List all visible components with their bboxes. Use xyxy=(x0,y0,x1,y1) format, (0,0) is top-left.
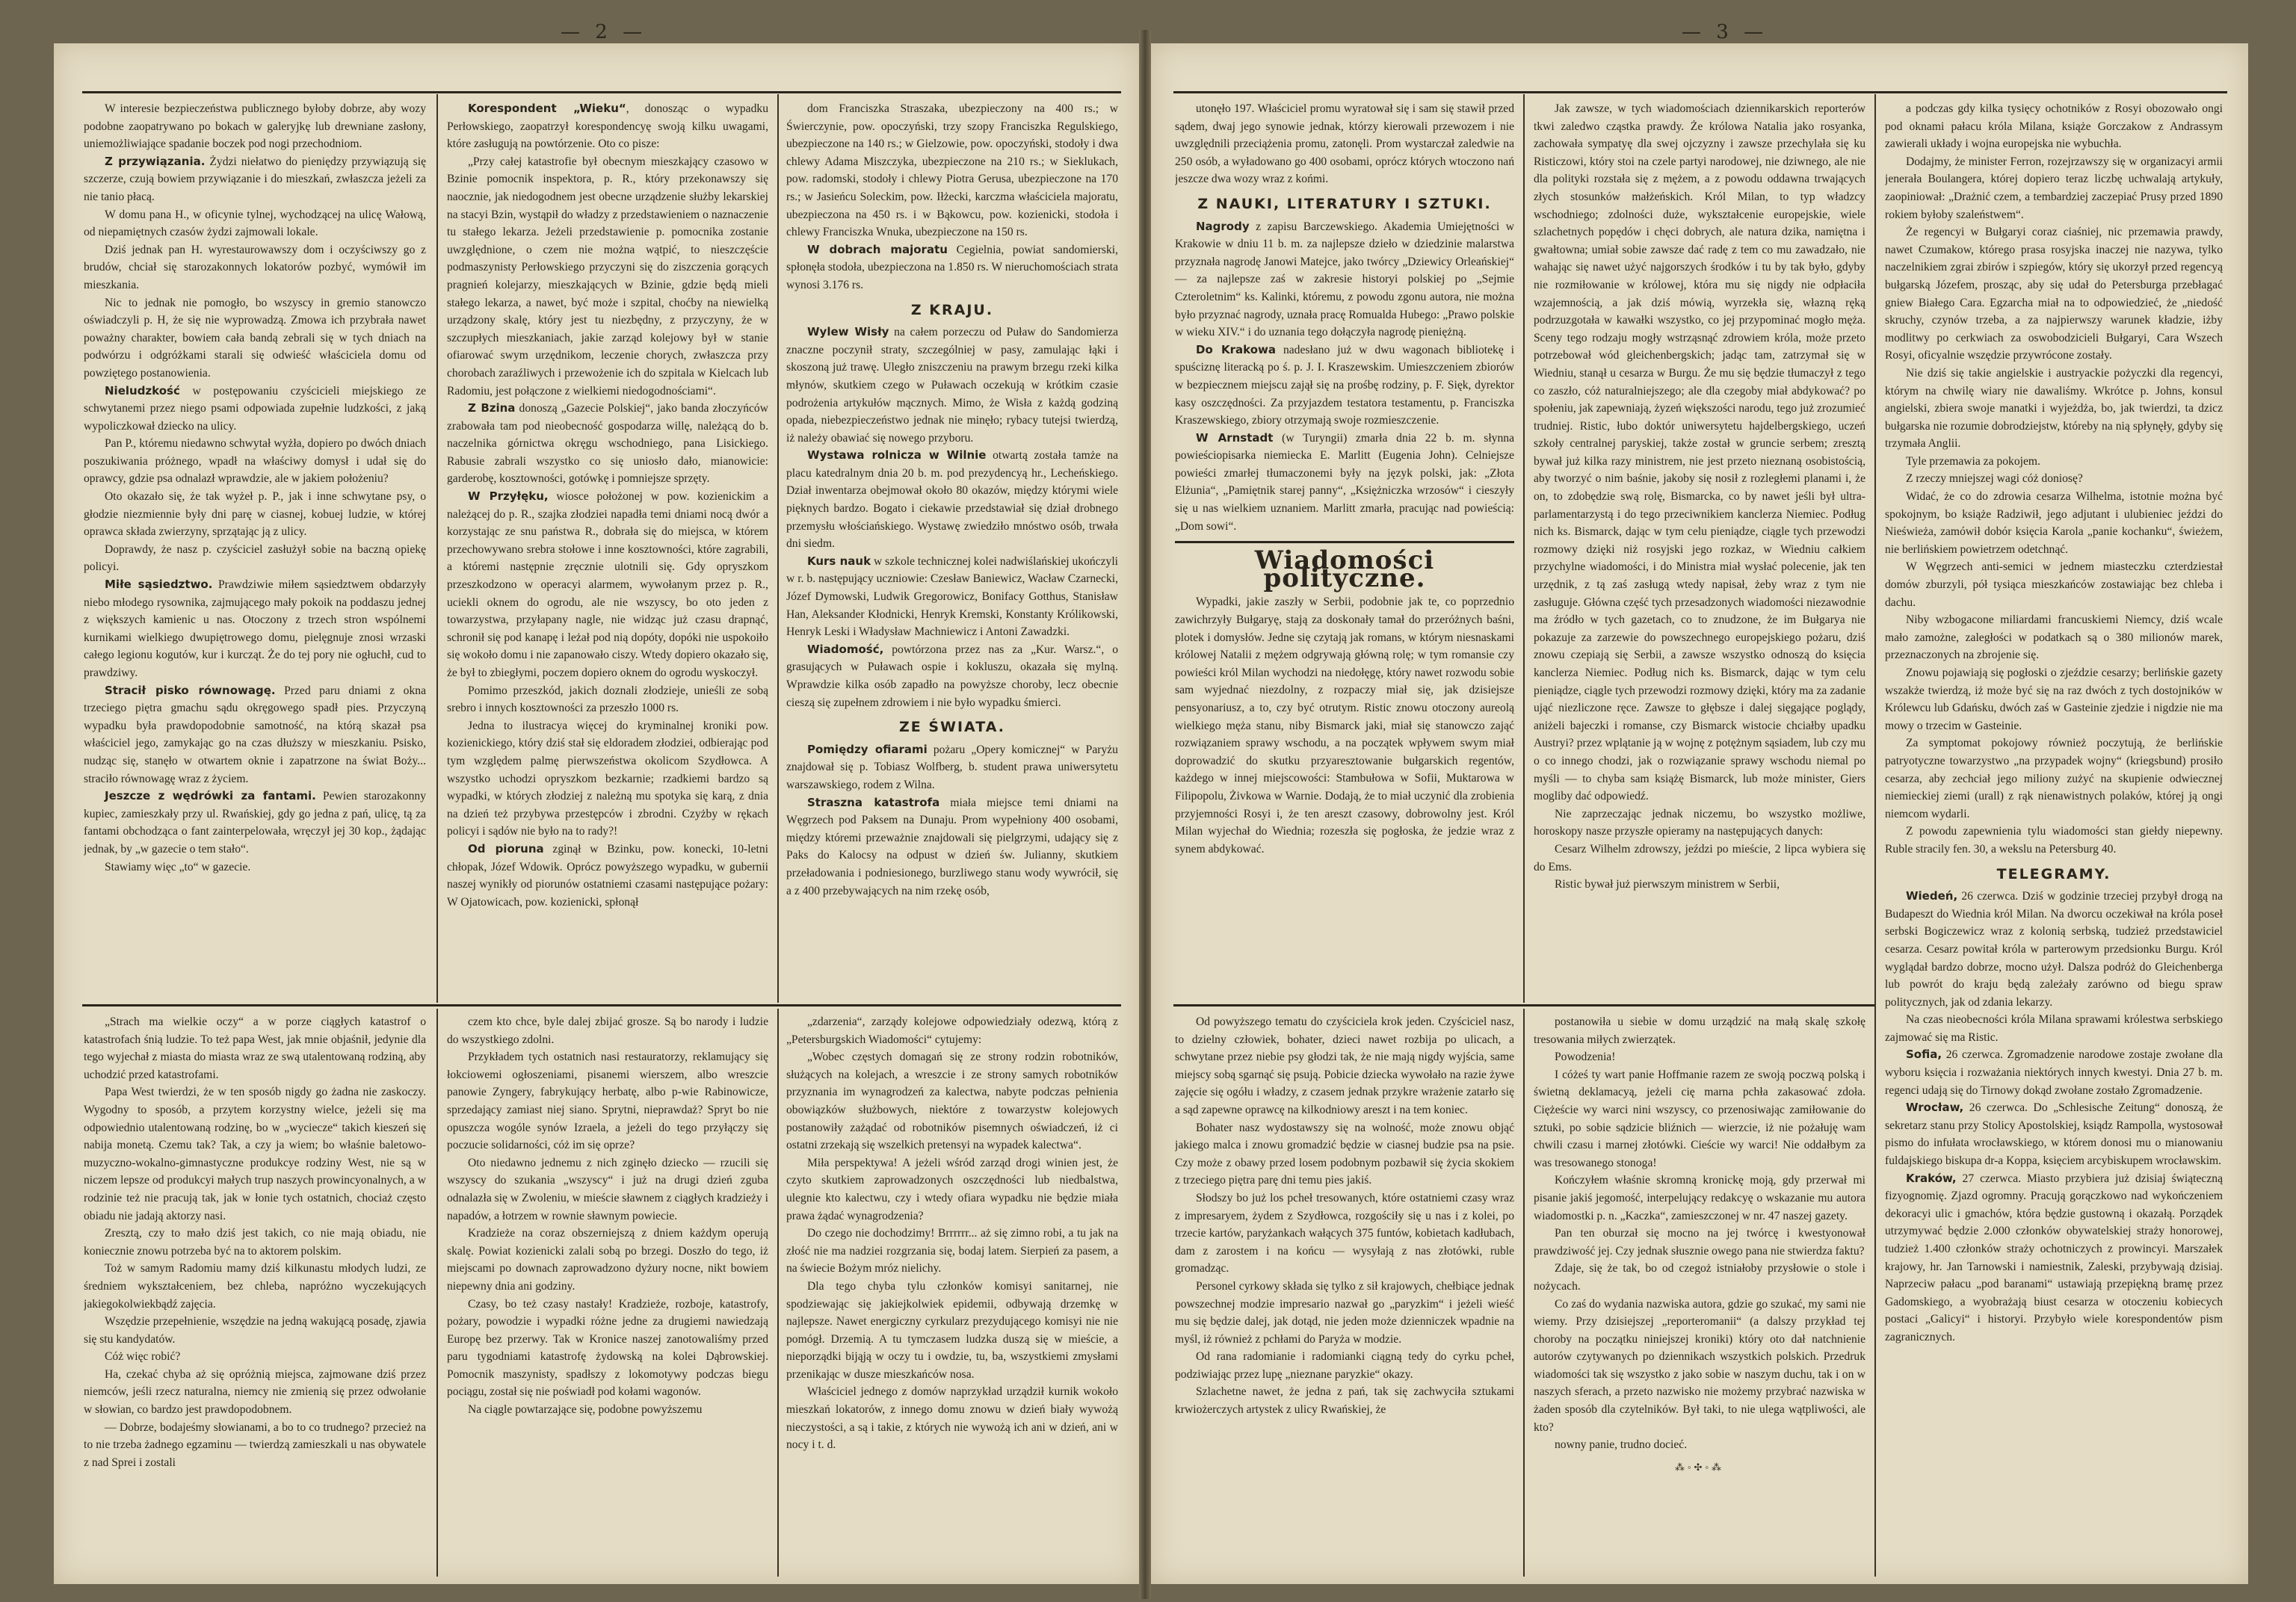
article-paragraph xyxy=(1534,1260,1866,1295)
paragraph-text: „Przy całej katastrofie był obecnym mieszkający czasowo w Bzinie pomocnik inspektora, p. R., który przekonawszy się naocznie, jak niedogodnem jest obecne urządzenie służby lekarskiej na stacyi Bzin, wystąpił do władzy z przedstawieniem o naznaczenie tu stałego lekarza. Jeżeli przedstawienie p. pomocnika zostanie uwzględnione, o czem nie można wątpić, to nieszczęście podmaszynisty Perłowskiego przyczyni się do ziszczenia gorących pragnień kolejarzy, mieszkających w Bzinie, gdzie będą mieli stałego lekarza, a nawet, być może i szpital, choćby na niewielką urządzony skalę, który jest tu niezbędny, z przyczyny, że w szczupłych mieszkaniach, jakie zarząd kolejowy był w stanie ofiarować swym urzędnikom, leczenie chorych, zwłaszcza przy chorobach zaraźliwych i przewożenie ich do szpitala w Kielcach lub Radomiu, jest połączone z wielkiemi niedogodnościami“. xyxy=(447,155,768,398)
section-heading xyxy=(1885,866,2223,884)
article-paragraph xyxy=(447,1296,768,1402)
page-gutter xyxy=(1139,30,1151,1599)
col-rule-7 xyxy=(1523,1009,1525,1577)
paragraph-text: miała miejsce temi dniami na Węgrzech pod Paksem na Dunaju. Prom wypełniony 400 osobami, między któremi przeważnie znajdowali się pielgrzymi, udający się z Paks do Kalocsy na odpust w dzień św. Julianny, skutkiem przeładowania i podniesionego, burzliwego stanu wody wywrócił, się a z 400 przebywających na nim rzekę osób, xyxy=(786,796,1118,897)
paragraph-lead: W Przyłęku, xyxy=(468,489,549,504)
paragraph-text: Nic to jednak nie pomogło, bo wszyscy in gremio stanowczo oświadczyli p. H, że się nie wyprowadzą. Zmowa ich przybrała nawet poważny charakter, bowiem cała bandą zebrali się w tych dniach na podwórzu i odgróżkami starali się odwieść właściciela domu od powziętego postanowienia. xyxy=(84,296,426,380)
paragraph-text: Pan P., któremu niedawno schwytał wyżła, dopiero po dwóch dniach poszukiwania próżnego, wpadł na właściwy domysł i udał się do oprawcy, gdzie psa odnalazł wprawdzie, ale w jakiem położeniu? xyxy=(84,437,426,486)
article-paragraph xyxy=(84,100,426,153)
paragraph-text: Stawiamy więc „to“ w gazecie. xyxy=(105,860,251,873)
paragraph-text: Z rzeczy mniejszej wagi cóż doniosę? xyxy=(1906,472,2083,486)
paragraph-text: postanowiła u siebie w domu urządzić na małą skalę szkołę tresowania miłych zwierzątek. xyxy=(1534,1015,1866,1046)
section-heading xyxy=(1175,196,1514,214)
mid-rule-right xyxy=(1173,1004,1876,1006)
paragraph-text: — Dobrze, bodajeśmy słowianami, a bo to co trudnego? przecież na to nie trzeba żadnego egzaminu — twierdzą zamieszkali u nas obywatele z nad Sprei i zostali xyxy=(84,1420,426,1469)
article-paragraph xyxy=(1534,1048,1866,1066)
article-paragraph xyxy=(84,541,426,576)
article-paragraph xyxy=(786,1225,1118,1278)
paragraph-text: Wiadomości polityczne. xyxy=(1254,545,1435,593)
article-paragraph xyxy=(1175,341,1514,430)
article-paragraph xyxy=(1885,664,2223,734)
paragraph-text: 26 czerwca. Do „Schlesische Zeitung“ donoszą, że sekretarz stanu przy Stolicy Apostolskiej, ksiądz Rampolla, wystosował pismo do infułata wrocławskiego, w którem donosi mu o mianowaniu fuldajskiego biskupa dr-a Koppa, księciem arcybiskupem wrocławskim. xyxy=(1885,1101,2223,1168)
paragraph-text: 26 czerwca. Dziś w godzinie trzeciej przybył drogą na Budapeszt do Wiednia król Milan. Na dworcu oczekiwał na króla poseł serbski Bogiczewicz wraz z kolonią serbską, tudzież przedstawiciel cesarza. Cesarz powitał króla w parterowym przedsionku Burgu. Król wyglądał bardzo dobrze, mocno użył. Dalsza podróż do Gleichenberga lub powrót do kraju będą zależały zarówno od biegu spraw politycznych, jak od zdania lekarzy. xyxy=(1885,890,2223,1009)
article-paragraph xyxy=(84,383,426,436)
article-paragraph xyxy=(1175,1190,1514,1278)
paragraph-lead: Z Bzina xyxy=(468,401,516,415)
paragraph-text: Doprawdy, że nasz p. czyściciel zasłużył sobie na baczną opiekę policyi. xyxy=(84,542,426,574)
paragraph-text: Pewien starozakonny kupiec, zamieszkały przy ul. Rwańskiej, gdy go jedna z pań, ulicę, tą za fantami obchodząca o fant zainterpelowała, wręczył jej 30 kop., żądając jednak, by „w gazecie o tem stało“. xyxy=(84,790,426,856)
paragraph-text: ZE ŚWIATA. xyxy=(898,719,1006,736)
article-paragraph xyxy=(1885,223,2223,365)
paragraph-text: Oto okazało się, że tak wyżeł p. P., jak i inne schwytane psy, o głodzie niezmiennie były dni parę w ciasnej, kobuej ludzie, w której oprawca składa zwierzyny, sprzątając ją z ulicy. xyxy=(84,490,426,539)
paragraph-text: na całem porzeczu od Puław do Sandomierza znaczne poczynił straty, szczególniej w pasy, zamulając łąki i skoszoną już trawę. Uległo zniszczeniu na prawym brzegu rzeki kilka młynów, skutkiem czego w Puławach oczekują w krótkim czasie podrożenia artykułów mącznych. Mimo, że Wisła z każdą godziną opada, niebezpieczeństwo jednak nie minęło; rybacy tutejsi twierdzą, iż należy obawiać się nowego przyboru. xyxy=(786,326,1118,445)
article-paragraph xyxy=(1885,453,2223,471)
paragraph-lead: Korespondent „Wieku“ xyxy=(468,102,626,115)
paragraph-text: Z NAUKI, LITERATURY I SZTUKI. xyxy=(1197,195,1492,212)
paragraph-text: Nie zaprzeczając jednak niczemu, bo wszystko możliwe, horoskopy nasze przyszłe opieramy na następujących danych: xyxy=(1534,807,1866,838)
paragraph-lead: Pomiędzy ofiarami xyxy=(807,742,928,756)
paragraph-lead: Wystawa rolnicza w Wilnie xyxy=(807,448,987,463)
article-paragraph xyxy=(1885,734,2223,823)
article-paragraph xyxy=(786,324,1118,447)
paragraph-lead: Do Krakowa xyxy=(1196,342,1277,356)
top-rule-right xyxy=(1173,91,2227,93)
paragraph-lead: Stracił pisko równowagę. xyxy=(105,683,276,697)
article-paragraph xyxy=(447,153,768,400)
paragraph-lead: W Arnstadt xyxy=(1196,430,1274,445)
article-paragraph xyxy=(1534,876,1866,894)
paragraph-text: TELEGRAMY. xyxy=(1996,865,2111,882)
article-paragraph xyxy=(1885,365,2223,453)
paragraph-text: dom Franciszka Straszaka, ubezpieczony na 400 rs.; w Świerczynie, pow. opoczyński, trzy szopy Franciszka Regulskiego, ubezpieczone na 140 rs.; w Gielzowie, pow. opoczyński, stodoły i dwa chlewy Adama Miszczyka, ubezpieczone na 210 rs.; w Sieklukach, pow. radomski, stodoły i chlewy Piotra Gerusa, ubezpieczone na 170 rs.; w Jasieńcu Soleckim, pow. Iłżecki, karczma właściciela majoratu, ubezpieczona na 450 rs. i w Bąkowcu, pow. kozienicki, stodoła i chlewy Franciszka Wnuka, ubezpieczone na 150 rs. xyxy=(786,102,1118,239)
paragraph-text: Prawdziwie miłem sąsiedztwem obdarzyły niebo młodego rysownika, zajmującego mały pokoik na poddaszu jednej z większych kamienic u nas. Otoczony z trzech stron wspólnemi kurnikami wielkiego dwupiętrowego domu, pielęgnuje znosi wrzaski całego legionu kogutów, kur i kurcząt. Że do tej pory nie ogłuchł, cud to prawdziwy. xyxy=(84,578,426,679)
paragraph-text: I cóżeś ty wart panie Hoffmanie razem ze swoją poczwą polską i świetną deklamacyą, jeżeli cię marna pchła zakasować zdoła. Ciężeście wy warci nini wszyscy, co przenosiwając zamiłowanie do sztuki, po sobie sądzicie bliźnich — wierzcie, iż nie pożałuję wam chwili czasu i marnej złotówki. Cieście wy warci! Nie oddałbym za was tresowanego stonoga! xyxy=(1534,1068,1866,1169)
article-paragraph xyxy=(1534,1172,1866,1225)
article-paragraph xyxy=(1885,1170,2223,1346)
paragraph-text: Niby wzbogacone miliardami francuskiemi Niemcy, dziś wcale mało zamożne, zaległości w podatkach są o 380 milionów marek, przeznaczonych na zbrojenie się. xyxy=(1885,613,2223,662)
paragraph-lead: Kurs nauk xyxy=(807,554,871,568)
paragraph-text: powtórzona przez nas za „Kur. Warsz.“, o grasujących w Puławach ospie i kokluszu, okazała się mylną. Wprawdzie kilka osób zapadło na powyższe choroby, lecz obecnie cieszą się zupełnem zdrowiem i nie było wypadku śmierci. xyxy=(786,643,1118,709)
paragraph-lead: Sofia, xyxy=(1906,1048,1942,1062)
paragraph-text: Ristic bywał już pierwszym ministrem w Serbii, xyxy=(1555,878,1780,891)
article-paragraph xyxy=(786,100,1118,241)
paragraph-lead: Straszna katastrofa xyxy=(807,795,940,809)
paragraph-text: Papa West twierdzi, że w ten sposób nigdy go żadna nie zaskoczy. Wygodny to sposób, a przytem korzystny wielce, jeżeli się ma odpowiednio utalentowaną rodzinę, bo w „wyciecze“ takich kieszeń się nabija monetą. Czemu tak? Tak, a czy ja wiem; bo właśnie baletowo-muzyczno-wokalno-gimnastyczne produkcye rodziny West, nie są w niczem lepsze od produkcyi małych trup naszych prowincyonalnych, a w rodzinie też nie pracują tak, jak w łonie tych ostatnich, chociaż często obiadu nie jadają aktorzy nasi. xyxy=(84,1086,426,1222)
paragraph-text: Szlachetne nawet, że jedna z pań, tak się zachwyciła sztukami krwiożerczych artystek z ulicy Rwańskiej, że xyxy=(1175,1385,1514,1417)
article-paragraph xyxy=(84,1419,426,1472)
article-paragraph xyxy=(786,1048,1118,1154)
article-paragraph xyxy=(1885,153,2223,223)
paragraph-text: Cóż więc robić? xyxy=(105,1350,181,1364)
paragraph-text: Powodzenia! xyxy=(1555,1051,1616,1064)
paragraph-text: Słodszy bo już los pcheł tresowanych, które ostatniemi czasy wraz z impresaryem, żydem z Szydłowca, rozgościły się u nas i z kolei, po trzecie kartów, paryżankach wałących 375 funtów, kobietach kadłubach, dam z zarostem i na końcu — wysyłają z nas złotówki, ruble gromadząc. xyxy=(1175,1191,1514,1275)
article-paragraph xyxy=(84,1348,426,1366)
paragraph-lead: Z przywiązania. xyxy=(105,154,206,168)
article-paragraph xyxy=(786,447,1118,553)
paragraph-text: Co zaś do wydania nazwiska autora, gdzie go szukać, my sami nie wiemy. Przy dzisiejszej „reporteromanii“ (a dalszy przykład tej choroby na początku niniejszej kroniki) który oto dał natchnienie autorów czytywanych po dziennikach wszystkich polskich. Przedruk wiadomości tak się wszystko z jako sobie w naszym duchu, tak i on w naszych sferach, a przeto nazwisko nie możemy przybrać nazwiska w żaden sposób dla czytelników. Był taki, to nie ulega wątpliwości, ale kto? xyxy=(1534,1297,1866,1434)
mid-rule-left xyxy=(82,1004,1121,1006)
article-paragraph xyxy=(1885,823,2223,858)
article-paragraph xyxy=(447,400,768,488)
section-heading xyxy=(786,719,1118,737)
paragraph-text: Oto niedawno jednemu z nich zginęło dziecko — rzucili się wszyscy do szukania „wszyscy“ i już na drugi dzień zguba odnalazła się w Zwoleniu, w mieście sławnem z ciągłych kradzieży i napadów, a łotrzem w rownie sławnym powiecie. xyxy=(447,1156,768,1222)
paragraph-text: z zapisu Barczewskiego. Akademia Umiejętności w Krakowie w dniu 11 b. m. za najlepsze dzieło w dziedzinie malarstwa przyznała nagrodę Janowi Matejce, jako twórcy „Dziewicy Orleańskiej“ — za najlepsze zaś w zakresie historyi polskiej po „Sejmie Czteroletnim“ ks. Kalinki, któremu, z powodu zgonu autora, nie można było przyznać nagrody, uznała pracę Romualda Hubego: „Prawo polskie w wieku XIV.“ i do uznania tego dołączyła nagrodę pieniężną. xyxy=(1175,220,1514,339)
paragraph-text: Nie dziś się takie angielskie i austryackie pożyczki dla regencyi, którym na chwilę wiary nie dawaliśmy. Wkrótce p. Johns, konsul angielski, zbiera swoje manatki i wyjeżdża, bo, jak twierdzi, ta dzicz bułgarska nie rozumie dobrodziejstw, któreby na nią spłynęły, gdyby się trzymała Anglii. xyxy=(1885,366,2223,451)
article-paragraph xyxy=(1175,100,1514,188)
paragraph-text: Jedna to ilustracya więcej do kryminalnej kroniki pow. kozienickiego, który dziś stał się eldoradem złodziei, odbierając pod tym względem palmę pierwszeństwa okolicom Szydłowca. A wszystko uchodzi opryszkom bezkarnie; rzadkiemi bardzo są wypadki, w których złodziej z należną mu spotyka się karą, z dnia na dzień też przybywa przestępców i zbrodni. Czyżby w rękach policyi i sądów nie było na to rady?! xyxy=(447,719,768,838)
page-number-right: — 3 — xyxy=(1682,21,1768,43)
paragraph-text: Że regencyi w Bułgaryi coraz ciaśniej, nic przemawia prawdy, nawet Czumakow, którego prasa rosyjska inaczej nie nazywa, tylko naczelnikiem zgrai zbirów i szpiegów, który się ukorzył przed regencyą bułgarską Józefem, prosząc, aby się udał do Petersburga przebłagać gniew Białego Cara. Egzarcha miał na to odpowiedzieć, że „niedość skruchy, czynów trzeba, a za najpierwszy warunek kładzie, iżby modlitwy po cerkwiach za oswobodzicieli Bułgaryi, Cara Wszech Rosyi, oficyalnie wszędzie przywrócone zostały. xyxy=(1885,226,2223,362)
paragraph-text: pożaru „Opery komicznej“ w Paryżu znajdował się p. Tobiasz Wolfberg, b. student prawa uniwersytetu warszawskiego, rodem z Wilna. xyxy=(786,743,1118,791)
article-paragraph xyxy=(1885,611,2223,664)
paragraph-text: Personel cyrkowy składa się tylko z sił krajowych, chełbiące jednak powszechnej modzie impresario nazwał go „paryzkim“ i jeżeli wieść mu się będzie dalej, jak dotąd, nie jeden może dzienniczek wpadnie na myśl, iż również z pchłami do Paryża w modzie. xyxy=(1175,1279,1514,1346)
paragraph-text: Widać, że co do zdrowia cesarza Wilhelma, istotnie można być spokojnym, bo książe Radziwił, jego adjutant i ulubieniec jeździ do Nieświeża, zamówił dobór księcia Karola „panie kochanku“, świeżem, nie berlińskiem powietrzem odetchnąć. xyxy=(1885,490,2223,556)
article-paragraph xyxy=(447,100,768,153)
paragraph-text: Za symptomat pokojowy również poczytują, że berlińskie patryotyczne towarzystwo „na przypadek wojny“ (kriegsbund) prosiło cesarza, aby zechciał jego miliony zużyć na skupienie odwiecznej niemieckiej ziemi (urall) z rąk nienawistnych polaków, której ją ongi niemcom wydarli. xyxy=(1885,737,2223,820)
article-paragraph xyxy=(84,206,426,241)
paragraph-text: W domu pana H., w oficynie tylnej, wychodzącej na ulicę Wałową, od niepamiętnych czasów żydzi zajmowali lokale. xyxy=(84,208,426,239)
column-6 xyxy=(1885,100,2223,1574)
article-paragraph xyxy=(447,488,768,682)
paragraph-text: Wszędzie przepełnienie, wszędzie na jedną wakującą posadę, zjawia się stu kandydatów. xyxy=(84,1315,426,1346)
column-2 xyxy=(447,100,768,1000)
article-paragraph xyxy=(84,435,426,488)
paragraph-lead: W dobrach majoratu xyxy=(807,242,948,256)
paragraph-text: w postępowaniu czyścicieli miejskiego ze schwytanemi przez niego psami odpowiada zupełnie ludzkości, z jaką wypoliczkował dziecko na ulicy. xyxy=(84,384,426,433)
article-paragraph xyxy=(1885,1046,2223,1099)
column-9 xyxy=(786,1013,1118,1574)
paragraph-text: ⁂◦✣◦⁂ xyxy=(1674,1461,1725,1473)
column-4 xyxy=(1175,100,1514,1000)
paragraph-lead: Nagrody xyxy=(1196,219,1250,233)
article-paragraph xyxy=(1534,1013,1866,1048)
column-10 xyxy=(1175,1013,1514,1574)
paragraph-text: Przykładem tych ostatnich nasi restauratorzy, reklamujący się łokciowemi ogłoszeniami, pisanemi wierszem, albo wreszcie panowie Zyngery, fabrykujący herbatę, albo p-wie Rabinowicze, sprzedający zamiast niej siano. Sprytni, nieprawdaż? Spryt bo nie opuszcza wogóle synów Izraela, a jeżeli do tego przyłączy się poczucie solidarności, cóż im się oprze? xyxy=(447,1051,768,1152)
article-paragraph xyxy=(84,788,426,858)
article-paragraph xyxy=(786,1383,1118,1453)
paragraph-text: Cegielnia, powiat sandomierski, spłonęła stodoła, ubezpieczona na 1.850 rs. W nieruchomościach strata wynosi 3.176 rs. xyxy=(786,243,1118,291)
article-paragraph xyxy=(84,1013,426,1083)
article-paragraph xyxy=(84,576,426,682)
article-paragraph xyxy=(1175,1013,1514,1119)
article-paragraph xyxy=(1885,1099,2223,1169)
paragraph-text: Dla tego chyba tylu członków komisyi sanitarnej, nie spodziewając się jakiejkolwiek epidemii, odbywają drzemkę w najlepsze. Nawet energiczny cyrkularz prezydującego komisyi nie nie pomógł. Drzemią. A tu tymczasem ludzka duszą się w mieście, a nieporządki bijąją w oczy tu i owdzie, tu, ba, wszystkiemi zmysłami przenikając w dusze mieszkańców nosa. xyxy=(786,1279,1118,1381)
paragraph-text: donoszą „Gazecie Polskiej“, jako banda złoczyńców zrabowała tam pod nieobecność gospodarza willę, należącą do b. naczelnika górnictwa okręgu wschodniego, pana Lisickiego. Rabusie zabrali wszystko co się uniosło dało, mianowicie: garderobę, kosztowności, gotówkę i pomniejsze sprzęty. xyxy=(447,402,768,486)
paragraph-text: Dziś jednak pan H. wyrestaurowawszy dom i oczyściwszy go z brudów, chciał się starozakonnych lokatorów pozbyć, wymówił im mieszkania. xyxy=(84,243,426,291)
paragraph-text: w szkole technicznej kolei nadwiślańskiej ukończyli w r. b. następujący uczniowie: Czesław Baniewicz, Wacław Czarnecki, Józef Dymowski, Ludwik Gregorowicz, Bonifacy Gotthus, Stanisław Han, Aleksander Kłodnicki, Henryk Kremski, Konstanty Królikowski, Henryk Leski i Władysław Machniewicz i Antoni Zawadzki. xyxy=(786,554,1118,639)
paragraph-text: Przed paru dniami z okna trzeciego piętra gmachu sądu okręgowego spadł pies. Przyczyną wypadku była prawdopodobnie samotność, na którą skazał psa właściciel jego, zamykając go na czas dłuższy w mieszkaniu. Psisko, nudząc się, stanęło w otwartem oknie i zapatrzone na świat Boży... straciło równowagę wraz z życiem. xyxy=(84,684,426,785)
col-rule-6 xyxy=(1874,94,1876,1577)
paragraph-text: utonęło 197. Właściciel promu wyratował się i sam się stawił przed sądem, dwaj jego synowie jednak, którzy kierowali przewozem i nie uwzględnili przeciążenia promu, zatonęli. Prom wystarczał zaledwie na 250 osób, a wyładowano go 400 osobami, oprócz których wtoczono nań jeszcze dwa wozy wraz z końmi. xyxy=(1175,102,1514,186)
article-paragraph xyxy=(1534,805,1866,841)
article-paragraph xyxy=(447,1048,768,1154)
article-paragraph xyxy=(1534,1296,1866,1437)
paragraph-lead: Wiedeń, xyxy=(1906,889,1958,903)
paragraph-text: Żydzi niełatwo do pieniędzy przywiązują się szczerze, czują bowiem przywiązanie i do mieszkań, zwłaszcza jeżeli za nie tanio płacą. xyxy=(84,155,426,203)
article-paragraph xyxy=(1885,558,2223,611)
paragraph-text: Od powyższego tematu do czyściciela krok jeden. Czyściciel nasz, to dzielny człowiek, bohater, dzieci nawet rozbija po ulicach, a schwytane przez niebie psy głodzi tak, że nie mają nigdy wyjścia, same miejscy sobą sgarnąć się psują. Pobicie dziecka wywołało na razie żywe zajęcie się ogółu i władzy, z czasem jednak przykre wrażenie zatarło się a sąd zapewne oprawcę na kilkodniowy areszt i na tem koniec. xyxy=(1175,1015,1514,1116)
article-paragraph xyxy=(786,241,1118,294)
paragraph-text: Pomimo przeszkód, jakich doznali złodzieje, unieśli ze sobą srebro i innych kosztowności za przeszło 1000 rs. xyxy=(447,684,768,715)
col-rule-1 xyxy=(436,94,438,1003)
article-paragraph xyxy=(786,794,1118,900)
article-paragraph xyxy=(447,1154,768,1225)
paragraph-text: a podczas gdy kilka tysięcy ochotników z Rosyi obozowało ongi pod oknami pałacu króla Milana, książe Gorczakow z Andrassym zawierali układy i wojna europejska nie wybuchła. xyxy=(1885,102,2223,151)
article-paragraph xyxy=(84,1083,426,1225)
paragraph-text: Dodajmy, że minister Ferron, rozejrzawszy się w organizacyi armii jenerała Boulangera, której dopiero teraz liczbę uchwalają artykuły, zaopiniował: „Drażnić czem, a tembardziej zaczepiać Prusy przed 1890 rokiem byłoby szaleństwem“. xyxy=(1885,155,2223,221)
paragraph-text: Do czego nie dochodzimy! Brrrrrr... aż się zimno robi, a tu jak na złość nie ma nadziei rozgrzania się, bodaj latem. Sierpień za pasem, a na świecie Bożym mróz nielichy. xyxy=(786,1227,1118,1275)
paragraph-text: „Wobec częstych domagań się ze strony rodzin robotników, służących na kolejach, a wreszcie i ze strony samych robotników przyznania im wynagrodzeń za kalectwa, nabyte podczas pełnienia obowiązków służbowych, niektóre z towarzystw kolejowych postanowiły zażądać od robotników pisemnych oświadczeń, iż ci ostatni zrzekają się wszelkich pretensyi na wypadek kalectwa“. xyxy=(786,1051,1118,1152)
article-paragraph xyxy=(84,294,426,383)
article-paragraph xyxy=(786,1013,1118,1048)
paragraph-text: Kończyłem właśnie skromną kronickę moją, gdy przerwał mi pisanie jakiś jegomość, interpelujący redakcyę o wskazanie mu autora wiadomostki p. n. „Kaczka“, zamieszczonej w nr. 47 naszej gazety. xyxy=(1534,1174,1866,1222)
paragraph-text: Wypadki, jakie zaszły w Serbii, podobnie jak te, co poprzednio zawichrzyły Bułgaryę, stają za doskonały tamał do przeróżnych baśni, plotek i domysłów. Jedne się czytają jak romans, w którym niesnaskami królowej Natalii z mężem odgrywają główną rolę; w tym romansie czy powieści król Milan wychodzi na niedołęgę, który nawet rozwodu sobie sam wyjednać niezdolny, z rozpaczy miał się, jak dzisiejsze pensyonariusz, a to, czy być otrutym. Ristic znowu otoczony aureolą wielkiego męża stanu, niby Bismarck jaki, miał się stanowczo zająć rozwiązaniem sprawy wschodu, a na początek wpływem swym miał doprowadzić do skutku przyaresztowanie bułgarskich regentów, każdego w innej miejscowości: Stambułowa w Sofii, Muktarowa w Filipopolu, Żivkowa w Warnie. Dodają, że to miał uczynić dla zrobienia przyjemności Rosyi i, że ten areszt czasowy, dobrowolny jest. Król Milan wyjechał do Wiednia; rozeszła się pogłoska, że jedzie wraz z synem abdykować. xyxy=(1175,596,1514,856)
page-number-left: — 2 — xyxy=(561,21,647,43)
paragraph-text: nowny panie, trudno docieć. xyxy=(1555,1438,1688,1452)
article-paragraph xyxy=(786,741,1118,794)
paragraph-text: zginął w Bzinku, pow. konecki, 10-letni chłopak, Józef Wdowik. Oprócz powyższego wypadku, w gubernii naszej wynikły od piorunów ostatniemi czasami następujące pożary: W Ojatowicach, pow. kozienicki, spłonął xyxy=(447,842,768,909)
paragraph-text: Na czas nieobecności króla Milana sprawami królestwa serbskiego zajmować się ma Ristic. xyxy=(1885,1013,2223,1044)
paragraph-lead: Wylew Wisły xyxy=(807,325,889,339)
paragraph-text: Czasy, bo też czasy nastały! Kradzieże, rozboje, katastrofy, pożary, powodzie i wypadki różne jedne za drugiemi nawiedzają Europę bez przerwy. Tak w Kronice naszej zanotowaliśmy przed paru tygodniami katastrofę żydowską na kolei Dąbrowskiej. Pomocnik maszynisty, spadłszy z lokomotywy podczas biegu pociągu, został się nie poświadł pod kołami wagonów. xyxy=(447,1297,768,1399)
article-paragraph xyxy=(84,1260,426,1313)
paragraph-text: nadesłano już w dwu wagonach bibliotekę i spuściznę literacką po ś. p. J. I. Kraszewskim. Umieszczeniem zbiorów w bezpiecznem miejscu zajął się na prośbę rodziny, p. F. Sięk, dyrektor kasy oszczędności. Za przyjazdem testatora testamentu, p. Franciszka Kraszewskiego, zbiory otrzymają swoje rozmieszczenie. xyxy=(1175,343,1514,427)
paragraph-lead: Jeszcze z wędrówki za fantami. xyxy=(105,789,316,803)
paragraph-text: (w Turyngii) zmarła dnia 22 b. m. słynna powieściopisarka niemiecka E. Marlitt (Eugenia John). Celniejsze powieści zmarłej tłumaczonemi były na język polski, jak: „Złota Elżunia“, „Pamiętnik starej panny“, „Księżniczka wrzosów“ i cieszyły się u nas wielkiem uznaniem. Marlitt zmarła, pracując nad powieścią: „Dom sowi“. xyxy=(1175,431,1514,533)
column-1 xyxy=(84,100,426,1000)
article-paragraph xyxy=(1175,430,1514,536)
article-paragraph xyxy=(786,553,1118,641)
paragraph-text: W Węgrzech anti-semici w jednem miasteczku czterdziestał domów zburzyli, pół tysiąca mieszkańców zostawiając bez chleba i dachu. xyxy=(1885,560,2223,609)
paragraph-text: Na ciągle powtarzające się, podobne powyższemu xyxy=(468,1403,703,1417)
section-rule xyxy=(1175,541,1514,543)
section-heading xyxy=(786,302,1118,320)
article-paragraph xyxy=(1175,218,1514,341)
article-paragraph xyxy=(1885,470,2223,488)
article-paragraph xyxy=(447,841,768,911)
article-paragraph xyxy=(84,1225,426,1260)
paragraph-text: , donosząc o wypadku Perłowskiego, zaopatrzył korespondencyę swoją kilku uwagami, które zasługują na powtórzenie. Oto co pisze: xyxy=(447,102,768,151)
article-paragraph xyxy=(1175,1383,1514,1418)
paragraph-lead: Kraków, xyxy=(1906,1171,1957,1185)
article-paragraph xyxy=(1885,888,2223,1011)
article-paragraph xyxy=(1534,1436,1866,1454)
article-paragraph xyxy=(447,717,768,841)
paragraph-text: Miła perspektywa! A jeżeli wśród zarząd drogi winien jest, że czyto skutkiem zaprowadzonych oszczędności lub niedbalstwa, ulegnie kto kalectwu, czy i wtedy ofiara wypadku nie będzie miała prawa żądać wynagrodzenia? xyxy=(786,1156,1118,1222)
article-paragraph xyxy=(1175,593,1514,858)
column-11 xyxy=(1534,1013,1866,1574)
column-5 xyxy=(1534,100,1866,1000)
article-paragraph xyxy=(1534,841,1866,876)
article-paragraph xyxy=(786,1278,1118,1384)
article-paragraph xyxy=(84,1313,426,1348)
paragraph-lead: Od pioruna xyxy=(468,841,544,856)
col-rule-4 xyxy=(777,1009,779,1577)
article-paragraph xyxy=(84,153,426,206)
paragraph-text: Znowu pojawiają się pogłoski o zjeździe cesarzy; berlińskie gazety wszakże twierdzą, iż może być się na raz dwóch z tych dostojników w Królewcu lub Gdańsku, dwóch zaś w Gasteinie zjedzie i nigdzie nie ma mowy o trzecim w Gasteinie. xyxy=(1885,667,2223,732)
article-paragraph xyxy=(786,1154,1118,1225)
article-paragraph xyxy=(1175,1278,1514,1348)
paragraph-text: Jak zawsze, w tych wiadomościach dziennikarskich reporterów tkwi zaledwo cząstka prawdy. Że królowa Natalia jako rosyanka, zachowała sympatyę dla swej ojczyzny i zawsze przechylała się ku Risticzowi, który stoi na czele partyi narodowej, nie dziwnego, ale nie dla polityki rozstała się z mężem, a z powodu oddawna trwających złych stosunków małżeńskich. Król Milan, to typ władzcy wschodniego; zdolności duże, wykształcenie europejskie, wiele szlachetnych popędów i chęci dobrych, ale natura dzika, namiętna i gwałtowna; umiał sobie zawsze dać radę z tem co mu zawadzało, nie wahając się nawet użyć najgorszych środków i tu by tak było, gdyby nie rozmiłowanie w królowej, która mu się nigdy nie odpłaciła wzajemnością, a jak dziś mówią, wyrzekła się, włazną ręką podrzuzgotała w kawałki wszystko, co jej przypominać mogło męża. Sceny tego rodzaju mogły wstrząsnąć zdrowiem króla, może przeto potrzebował wód gleichenbergskich; jadąc tam, zatrzymał się w Wiedniu, stanął u cesarza w Burgu. Że mu się będzie tłumaczył z tego co zaszło, cóż naturalniejszego; ale dla czegoby miał abdykować? po społeniu, jak zapewniają, żyzeń większości narodu, tego już zrozumieć trudniej. Ristic, łubo doktór uniwersytetu hajdelbergskiego, uczeń szkoły centralnej paryskiej, także został w gruncie serbem; zresztą bywał już kilka razy ministrem, nie jest przeto nieznaną osobistością, aby tworzyć o nim baśnie, jakoby się nosił z rozległemi planami i, że on, to zdobędzie swą rolę, Bismarcka, co by nawet jeśli był ultra-parlamentarzystą i do tego przeciwnikiem kanclerza Niemiec. Podług nich ks. Bismarck, dając w tym celu pieniądze, ciągle tych przewodzi rozmowy dzięki niż rosyjski jego rozkaz, w Wiedniu całkiem przychylne wiadomości, i do Ministra miał wysłać polecenie, jak ten urzędnik, z tą zaś zasługą wtedy napisał, żeby wraz z tym nie zasługuje. Główna część tych przesadzonych wiadomości niezawodnie ma źródło w tych gazetach, co to znudzone, że im Bułgarya nie pokazuje za zarzewie do powszechnego europejskiego pożaru, dziś znowu czepiają się Serbii, a zawsze wszystko odnoszą do księcia kanclerza Niemiec. Podług nich ks. Bismarck, dając w tym celu pieniądze, ciągle tych przewodzi rozmowy dzięki, który ma za zadanie ująć niezliczone ręce. Zawsze to głębsze i dalej sięgające poglądy, aniżeli bajeczki i romanse, czy Bismarck wistocie chciałby upadku Austryi? przez wplątanie ją w wojnę z potężnym sąsiadem, lub czy mu o co innego chodzi, jak o rozwiązanie sprawy wschodu niemal po myśli — to chyba sam książę Bismarck, lub może minister, Giers mogliby dać odpowiedź. xyxy=(1534,102,1866,803)
paragraph-text: wiosce położonej w pow. kozienickim a należącej do p. R., szajka złodziei napadła temi dniami nocą dwór a korzystając ze snu państwa R., dobrała się do miejsca, w którem przechowywano srebra stołowe i inne kosztowności, które zagrabili, a któremi następnie zręcznie ulotnili się. Gdy opryszkom przeszkodzono w operacyi alarmem, wywołanym przez p. R., uciekli oknem do ogrodu, ale nie wszyscy, bo oto jeden z towarzystwa, przyłapany nagle, nie widząc już czasu drapnąć, schronił się pod kanapę i leżał pod nią dopóty, dopóki nie uspokoiło się wokoło domu i nie zapanowało ciszy. Wtedy dopiero okazało się, że był to zbiegłymi, poczem dopiero oknem do ogrodu wyskoczył. xyxy=(447,490,768,679)
article-paragraph xyxy=(1885,488,2223,558)
article-paragraph xyxy=(447,682,768,717)
paragraph-text: „Strach ma wielkie oczy“ a w porze ciągłych katastrof o katastrofach śnią ludzie. To też papa West, jak mnie objaśnił, jedynie dla tego wyjechał z miasta do miasta wraz ze swą utalentowaną rodziną, aby uchodzić przed katastrofami. xyxy=(84,1015,426,1081)
article-paragraph xyxy=(1175,1119,1514,1190)
top-rule-left xyxy=(82,91,1121,93)
paragraph-text: „zdarzenia“, zarządy kolejowe odpowiedziały odezwą, którą z „Petersburgskich Wiadomości“ cytujemy: xyxy=(786,1015,1118,1046)
paragraph-lead: Nieludzkość xyxy=(105,383,180,398)
paragraph-text: Od rana radomianie i radomianki ciągną tedy do cyrku pcheł, podziwiając przez lupę „nieznane paryzkie“ okazy. xyxy=(1175,1350,1514,1381)
paragraph-text: W interesie bezpieczeństwa publicznego byłoby dobrze, aby wozy podobne zaopatrywano po bokach w galeryjkę lub drewniane zasłony, uniemożliwiające spadanie boczek pod nogi przechodniom. xyxy=(84,102,426,151)
article-paragraph xyxy=(786,641,1118,711)
paragraph-text: Ha, czekać chyba aż się opróżnią miejsca, zajmowane dziś przez niemców, jeśli rzecz naturalna, niemcy nie zmienią się przez odwołanie w słowian, co bardzo jest prawdopodobnem. xyxy=(84,1367,426,1417)
paragraph-lead: Miłe sąsiedztwo. xyxy=(105,578,213,592)
article-paragraph xyxy=(1175,1348,1514,1383)
paragraph-text: Właściciel jednego z domów naprzykład urządził kurnik wokoło mieszkań lokatorów, z innego domu znowu w dzień biały wywożą nieczystości, a są i takie, z których nie wywożą ich ani w dzień, ani w nocy i t. d. xyxy=(786,1385,1118,1452)
article-paragraph xyxy=(1885,1011,2223,1046)
section-title xyxy=(1175,545,1514,593)
col-rule-2 xyxy=(777,94,779,1003)
article-paragraph xyxy=(84,241,426,294)
paragraph-text: Z KRAJU. xyxy=(910,301,994,318)
column-3 xyxy=(786,100,1118,1000)
article-paragraph xyxy=(447,1225,768,1295)
paragraph-text: Cesarz Wilhelm zdrowszy, jeździ po mieście, 2 lipca wybiera się do Ems. xyxy=(1534,842,1866,873)
article-paragraph xyxy=(84,1366,426,1419)
col-rule-3 xyxy=(436,1009,438,1577)
paragraph-lead: Wrocław, xyxy=(1906,1101,1964,1115)
paragraph-text: Zdaje, się że tak, bo od czegoż istniałoby przysłowie o stole i nożycach. xyxy=(1534,1262,1866,1293)
paragraph-text: Tyle przemawia za pokojem. xyxy=(1906,454,2040,468)
paragraph-text: Zresztą, czy to mało dziś jest takich, co nie mają obiadu, nie koniecznie znowu potrzeba być na to aktorem polskim. xyxy=(84,1227,426,1258)
article-paragraph xyxy=(1534,1225,1866,1260)
paragraph-text: czem kto chce, byle dalej zbijać grosze. Są bo narody i ludzie do wszystkiego zdolni. xyxy=(447,1015,768,1046)
paragraph-text: 27 czerwca. Miasto przybiera już dzisiaj świąteczną fizyognomię. Zjazd ogromny. Pracują gorączkowo nad wykończeniem dekoracyi ulic i gmachów, która będzie gustowną i okazałą. Porządek utrzymywać będzie 2.000 członków obywatelskiej straży honorowej, tudzież 1.400 członków straży ochotniczych z prowincyi. Marszałek krajowy, hr. Jan Tarnowski i namiestnik, Zaleski, przybywają dzisiaj. Naprzeciw pałacu „pod baranami“ ustawiają przepiękną bramę przez Gadomskiego, a wyobrażają biust cesarza w otoczeniu kobiecych postaci „Galicyi“ i historyi. Przybyło wiele korespondentów pism zagranicznych. xyxy=(1885,1172,2223,1343)
paragraph-text: otwartą została tamże na placu katedralnym dnia 20 b. m. pod prezydencyą hr., Lecheńskiego. Dział inwentarza obejmował około 80 okazów, między którymi wiele pięknych bardzo. Bogato i ciekawie przedstawiał się dział drobnego przemysłu włościańskiego. Wystawę zwiedziło mnóstwo osób, trwała dni siedm. xyxy=(786,449,1118,551)
article-paragraph xyxy=(84,488,426,541)
article-paragraph xyxy=(1885,100,2223,153)
paragraph-text: Z powodu zapewnienia tylu wiadomości stan giełdy niepewny. Ruble stracily fen. 30, a wekslu na Petersburg 40. xyxy=(1885,825,2223,856)
paragraph-text: 26 czerwca. Zgromadzenie narodowe zostaje zwołane dla wyboru księcia i rozważania niektórych innych kwestyi. Dnia 27 b. m. regenci udają się do Tirnowy dokąd zwołane zostało Zgromadzenie. xyxy=(1885,1048,2223,1097)
column-8 xyxy=(447,1013,768,1574)
article-paragraph xyxy=(84,859,426,876)
paragraph-text: Pan ten oburzał się mocno na jej twórcę i kwestyonował prawdziwość jej. Czy jednak słusznie owego pana nie stwierdza faktu? xyxy=(1534,1227,1866,1258)
paragraph-text: Kradzieże na coraz obszerniejszą z dniem każdym operują skalę. Powiat kozienicki zalali sobą po brzegi. Doszło do tego, iż miejscami po downach zaprowadzono dyżury nocne, nikt bowiem niepewny dnia ani godziny. xyxy=(447,1227,768,1293)
article-paragraph xyxy=(1534,100,1866,805)
article-paragraph xyxy=(447,1401,768,1419)
paragraph-text: Bohater nasz wydostawszy się na wolność, może znowu objąć jakiego malca i znowu gromadzić będzie w ciasnej budzie psa na psie. Czy może z obawy przed losem podobnym pozbawił się życia skokiem z trzeciego piętra parę dni temu pies jakiś. xyxy=(1175,1121,1514,1187)
paragraph-lead: Wiadomość, xyxy=(807,642,884,656)
article-paragraph xyxy=(1534,1066,1866,1172)
ornament-divider xyxy=(1534,1459,1866,1476)
col-rule-5 xyxy=(1523,94,1525,1003)
article-paragraph xyxy=(447,1013,768,1048)
article-paragraph xyxy=(84,682,426,788)
paragraph-text: Toż w samym Radomiu mamy dziś kilkunastu młodych ludzi, ze średniem wykształceniem, bez chleba, napróżno wyczekujących jakiegokolwiekbądź zajęcia. xyxy=(84,1262,426,1311)
column-7 xyxy=(84,1013,426,1574)
